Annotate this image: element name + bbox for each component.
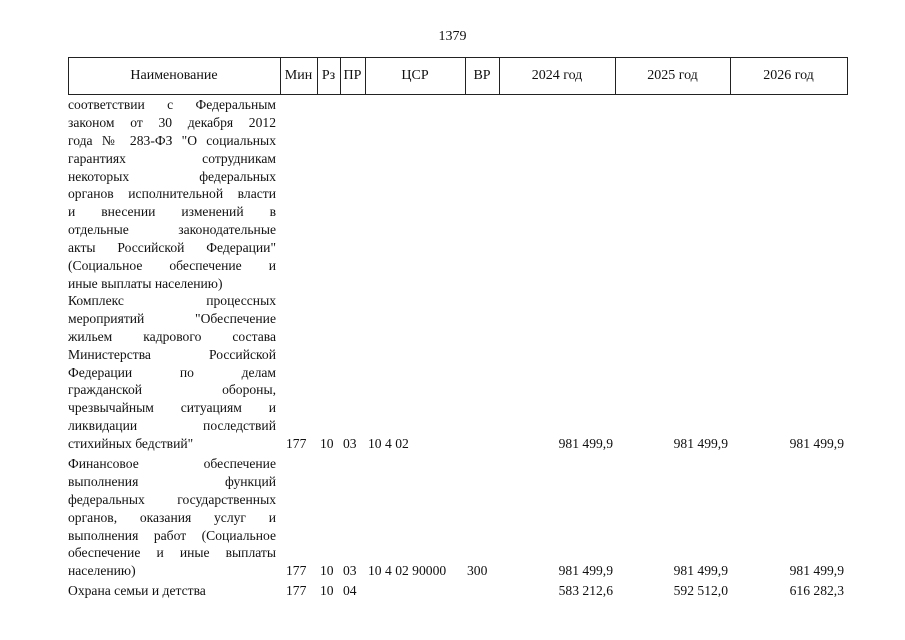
row-name-line: иные выплаты населению) — [68, 275, 223, 291]
row-name-line: органов, оказания услуг и — [68, 509, 276, 525]
row-name — [68, 455, 276, 580]
row-name-line: населению) — [68, 563, 136, 579]
cell-min: 177 — [286, 563, 307, 579]
row-name-line: чрезвычайным ситуациям и — [68, 400, 276, 416]
row-name-line: обеспечение и иные выплаты — [68, 545, 276, 561]
cell-min: 177 — [286, 436, 307, 452]
header-2025: 2025 год — [647, 68, 698, 83]
row-name-line: некоторых федеральных — [68, 168, 276, 184]
row-name-line: гарантиях сотрудникам — [68, 150, 276, 166]
row-name-line: Охрана семьи и детства — [68, 583, 206, 598]
header-2024: 2024 год — [531, 68, 583, 83]
row-name-line: законом от 30 декабря 2012 — [68, 114, 276, 130]
row-name-line: (Социальное обеспечение и — [68, 258, 276, 274]
cell-pr: 03 — [343, 436, 357, 452]
cell-y2024: 583 212,6 — [558, 583, 613, 598]
row-name-line: выполнения работ (Социальное — [68, 527, 276, 543]
row-name-line: Комплекс процессных — [68, 293, 276, 308]
row-name-line: федеральных государственных — [68, 491, 276, 507]
row-name — [68, 292, 276, 453]
cell-csr: 10 4 02 — [368, 436, 409, 452]
header-vr: ВР — [473, 68, 491, 83]
cell-y2024: 981 499,9 — [558, 563, 613, 579]
cell-rz: 10 — [320, 563, 334, 579]
cell-y2024: 981 499,9 — [558, 436, 613, 452]
row-name-line: Федерации по делам — [68, 364, 276, 380]
cell-rz: 10 — [320, 436, 334, 452]
header-csr: ЦСР — [401, 68, 429, 83]
row-name-line: отдельные законодательные — [68, 222, 276, 238]
row-name-line: ликвидации последствий — [68, 418, 276, 434]
row-name-line: Министерства Российской — [68, 346, 276, 362]
cell-y2026: 981 499,9 — [789, 436, 844, 452]
cell-y2025: 592 512,0 — [673, 583, 728, 598]
row-name — [68, 582, 276, 600]
row-name-line: гражданской обороны, — [68, 382, 276, 398]
row-name-line: и внесении изменений в — [68, 204, 276, 220]
row-name — [68, 96, 276, 293]
header-pr: ПР — [343, 68, 362, 83]
cell-pr: 03 — [343, 563, 357, 579]
cell-pr: 04 — [343, 583, 357, 598]
row-name-line: выполнения функций — [68, 473, 276, 489]
cell-rz: 10 — [320, 583, 334, 598]
cell-min: 177 — [286, 583, 307, 598]
header-name: Наименование — [130, 68, 218, 83]
header-min: Мин — [284, 68, 313, 83]
row-name-line: стихийных бедствий" — [68, 436, 194, 452]
cell-vr: 300 — [467, 563, 488, 579]
row-name-line: мероприятий "Обеспечение — [68, 310, 276, 326]
row-name-line: года № 283-ФЗ "О социальных — [68, 132, 276, 148]
cell-y2025: 981 499,9 — [673, 436, 728, 452]
header-2026: 2026 год — [763, 68, 814, 83]
page-number: 1379 — [438, 29, 467, 44]
cell-y2026: 981 499,9 — [789, 563, 844, 579]
cell-y2026: 616 282,3 — [789, 583, 844, 598]
cell-csr: 10 4 02 90000 — [368, 563, 447, 579]
row-name-line: органов исполнительной власти — [68, 186, 276, 202]
row-name-line: акты Российской Федерации" — [68, 240, 276, 256]
row-name-line: Финансовое обеспечение — [68, 456, 276, 471]
header-rz: Рз — [321, 68, 336, 83]
col-divider — [847, 57, 848, 95]
row-name-line: жильем кадрового состава — [68, 328, 276, 344]
row-name-line: соответствии с Федеральным — [68, 97, 276, 112]
cell-y2025: 981 499,9 — [673, 563, 728, 579]
